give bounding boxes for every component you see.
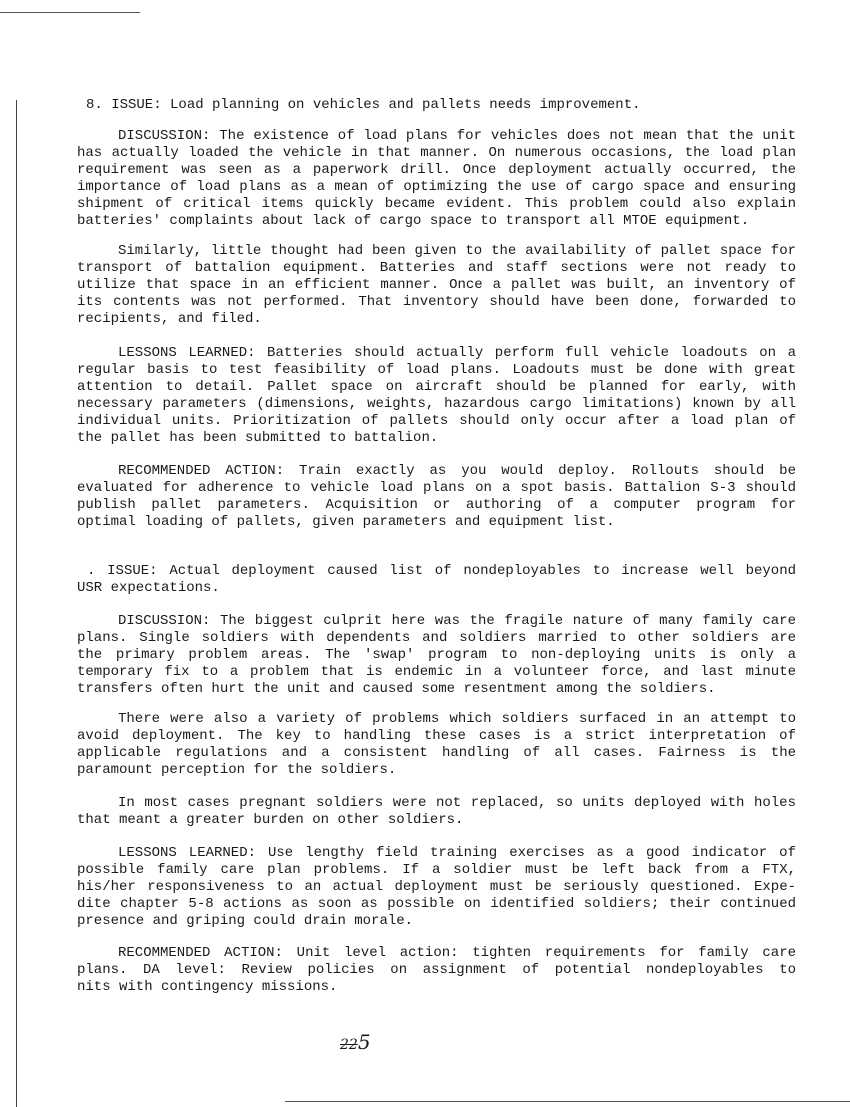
- text-line: necessary parameters (dimensions, weights, hazardous cargo limitations) known by all: [77, 396, 796, 412]
- text-line: 8. ISSUE: Load planning on vehicles and pallets needs improvement.: [86, 97, 641, 113]
- text-line: nits with contingency missions.: [77, 979, 338, 995]
- text-line: RECOMMENDED ACTION: Unit level action: tighten requirements for family care: [118, 945, 796, 961]
- text-line: DISCUSSION: The biggest culprit here was the fragile nature of many family care: [118, 613, 796, 629]
- paragraph-issue-8: [77, 97, 796, 114]
- text-line: its contents was not performed. That inventory should have been done, forwarded to: [77, 294, 796, 310]
- text-line: the primary problem areas. The 'swap' program to non-deploying units is only a: [77, 647, 796, 663]
- text-line: temporary fix to a problem that is endemic in a volunteer force, and last minute: [77, 664, 796, 680]
- text-line: There were also a variety of problems which soldiers surfaced in an attempt to: [118, 711, 796, 727]
- text-line: paramount perception for the soldiers.: [77, 762, 397, 778]
- paragraph-lessons-9: [77, 845, 796, 930]
- text-line: LESSONS LEARNED: Batteries should actually perform full vehicle loadouts on a: [118, 345, 796, 361]
- text-line: optimal loading of pallets, given parameters and equipment list.: [77, 514, 615, 530]
- text-line: USR expectations.: [77, 580, 220, 596]
- text-line: batteries' complaints about lack of cargo space to transport all MTOE equipment.: [77, 213, 750, 229]
- paragraph-issue-9: [77, 563, 796, 597]
- text-line: has actually loaded the vehicle in that manner. On numerous occasions, the load plan: [77, 145, 796, 161]
- page-number: [340, 1030, 371, 1054]
- text-line: RECOMMENDED ACTION: Train exactly as you would deploy. Rollouts should be: [118, 463, 796, 479]
- paragraph-discussion-9: [77, 613, 796, 698]
- text-line: individual units. Prioritization of pallets should only occur after a load plan of: [77, 413, 796, 429]
- text-line: plans. DA level: Review policies on assignment of potential nondeployables to: [77, 962, 796, 978]
- text-line: In most cases pregnant soldiers were not replaced, so units deployed with holes: [118, 795, 796, 811]
- text-line: possible family care plan problems. If a soldier must be left back from a FTX,: [77, 862, 796, 878]
- text-line: . ISSUE: Actual deployment caused list of nondeployables to increase well beyond: [87, 563, 796, 579]
- text-line: applicable regulations and a consistent handling of all cases. Fairness is the: [77, 745, 796, 761]
- paragraph-there-were: [77, 711, 796, 779]
- text-line: DISCUSSION: The existence of load plans for vehicles does not mean that the unit: [118, 128, 796, 144]
- text-line: dite chapter 5-8 actions as soon as possible on identified soldiers; their continued: [77, 896, 796, 912]
- text-line: shipment of critical items quickly became evident. This problem could also explain: [77, 196, 796, 212]
- text-line: the pallet has been submitted to battalion.: [77, 430, 439, 446]
- text-line: recipients, and filed.: [77, 311, 262, 327]
- text-line: LESSONS LEARNED: Use lengthy field training exercises as a good indicator of: [118, 845, 796, 861]
- text-line: attention to detail. Pallet space on aircraft should be planned for early, with: [77, 379, 796, 395]
- struck-page-number: 22: [340, 1037, 358, 1053]
- text-line: his/her responsiveness to an actual deployment must be seriously questioned. Expe-: [77, 879, 796, 895]
- text-line: presence and griping could drain morale.: [77, 913, 414, 929]
- scan-border-left: [16, 100, 17, 1107]
- text-line: regular basis to test feasibility of load plans. Loadouts must be done with great: [77, 362, 796, 378]
- paragraph-recommended-8: [77, 463, 796, 531]
- scan-border-top: [0, 12, 140, 13]
- paragraph-lessons-8: [77, 345, 796, 447]
- paragraph-recommended-9: [77, 945, 796, 996]
- text-line: avoid deployment. The key to handling these cases is a strict interpretation of: [77, 728, 796, 744]
- text-line: utilize that space in an efficient manner. Once a pallet was built, an inventory of: [77, 277, 796, 293]
- paragraph-similarly: [77, 243, 796, 328]
- paragraph-in-most-cases: [77, 795, 796, 829]
- text-line: requirement was seen as a paperwork drill. Once deployment actually occurred, the: [77, 162, 796, 178]
- paragraph-discussion-8: [77, 128, 796, 230]
- text-line: plans. Single soldiers with dependents and soldiers married to other soldiers are: [77, 630, 796, 646]
- text-line: importance of load plans as a mean of optimizing the use of cargo space and ensuring: [77, 179, 796, 195]
- text-line: evaluated for adherence to vehicle load plans on a spot basis. Battalion S-3 should: [77, 480, 796, 496]
- text-line: Similarly, little thought had been given to the availability of pallet space for: [118, 243, 796, 259]
- text-line: that meant a greater burden on other soldiers.: [77, 812, 464, 828]
- scan-border-bottom: [285, 1101, 850, 1102]
- text-line: transport of battalion equipment. Batteries and staff sections were not ready to: [77, 260, 796, 276]
- text-line: publish pallet parameters. Acquisition or authoring of a computer program for: [77, 497, 796, 513]
- text-line: transfers often hurt the unit and caused some resentment among the soldiers.: [77, 681, 716, 697]
- handwritten-page-number: 5: [357, 1030, 371, 1054]
